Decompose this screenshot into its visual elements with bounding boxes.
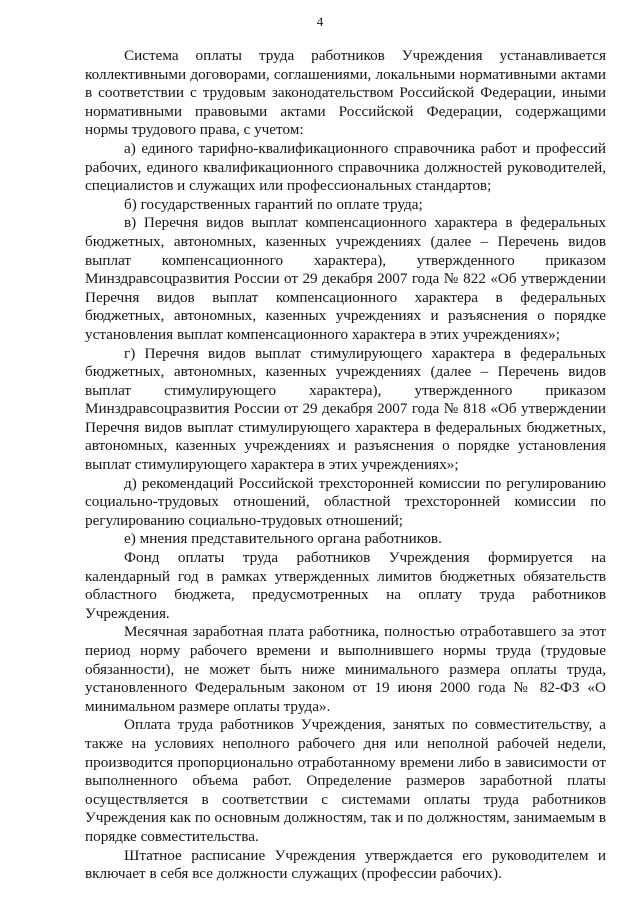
paragraph-item-e: е) мнения представительного органа работников. <box>124 530 442 548</box>
paragraph-pay-fund: Фонд оплаты труда работников Учреждения формируется на календарный год в рамках утвержденных лимитов бюджетных обязательств областного бюджета, предусмотренных на оплату труда работников Учреждения. <box>85 549 606 622</box>
paragraph-item-b: б) государственных гарантий по оплате труда; <box>124 195 423 213</box>
page-number: 4 <box>316 14 324 29</box>
paragraph-item-d: д) рекомендаций Российской трехсторонней комиссии по регулированию социально-трудовых отношений, областной трехсторонней комиссии по регулированию социально-трудовых отношений; <box>85 474 606 529</box>
paragraph-item-g: г) Перечня видов выплат стимулирующего характера в федеральных бюджетных, автономных, казенных учреждениях (далее – Перечень видов выплат стимулирующего характера), утвержденного приказом Минздравсоцразвития России от 29 декабря 2007 года № 818 «Об утверждении Перечня видов выплат стимулирующего характера в федеральных бюджетных, автономных, казенных учреждениях и разъяснения о порядке установления выплат стимулирующего характера в этих учреждениях»; <box>85 344 606 474</box>
paragraph-item-v: в) Перечня видов выплат компенсационного характера в федеральных бюджетных, автономных, казенных учреждениях (далее – Перечень видов выплат компенсационного характера), утвержденного приказом Минздравсоцразвития России от 29 декабря 2007 года № 822 «Об утверждении Перечня видов выплат компенсационного характера в федеральных бюджетных, автономных, казенных учреждениях и разъяснения о порядке установления выплат компенсационного характера в этих учреждениях»; <box>85 214 606 343</box>
paragraph-pay-system: Система оплаты труда работников Учреждения устанавливается коллективными договорами, соглашениями, локальными нормативными актами в соответствии с трудовым законодательством Российской Федерации, иными нормативными правовыми актами Российской Федерации, содержащими нормы трудового права, с учетом: <box>85 47 606 139</box>
paragraph-staff-schedule: Штатное расписание Учреждения утверждается его руководителем и включает в себя все должности служащих (профессии рабочих). <box>85 846 606 883</box>
paragraph-item-a: а) единого тарифно-квалификационного справочника работ и профессий рабочих, единого квалификационного справочника должностей руководителей, специалистов и служащих или профессиональных стандартов; <box>85 139 606 195</box>
paragraph-part-time-pay: Оплата труда работников Учреждения, занятых по совместительству, а также на условиях неполного рабочего дня или неполной рабочей недели, производится пропорционально отработанному времени либо в зависимости от выполненного объема работ. Определение размеров заработной платы осуществляется в соответствии с системами оплаты труда работников Учреждения как по основным должностям, так и по должностям, занимаемым в порядке совместительства. <box>85 716 606 845</box>
paragraph-monthly-salary: Месячная заработная плата работника, полностью отработавшего за этот период норму рабочего времени и выполнившего нормы труда (трудовые обязанности), не может быть ниже минимального размера оплаты труда, установленного Федеральным законом от 19 июня 2000 года № 82-ФЗ «О минимальном размере оплаты труда». <box>85 623 606 715</box>
document-body <box>85 47 606 884</box>
